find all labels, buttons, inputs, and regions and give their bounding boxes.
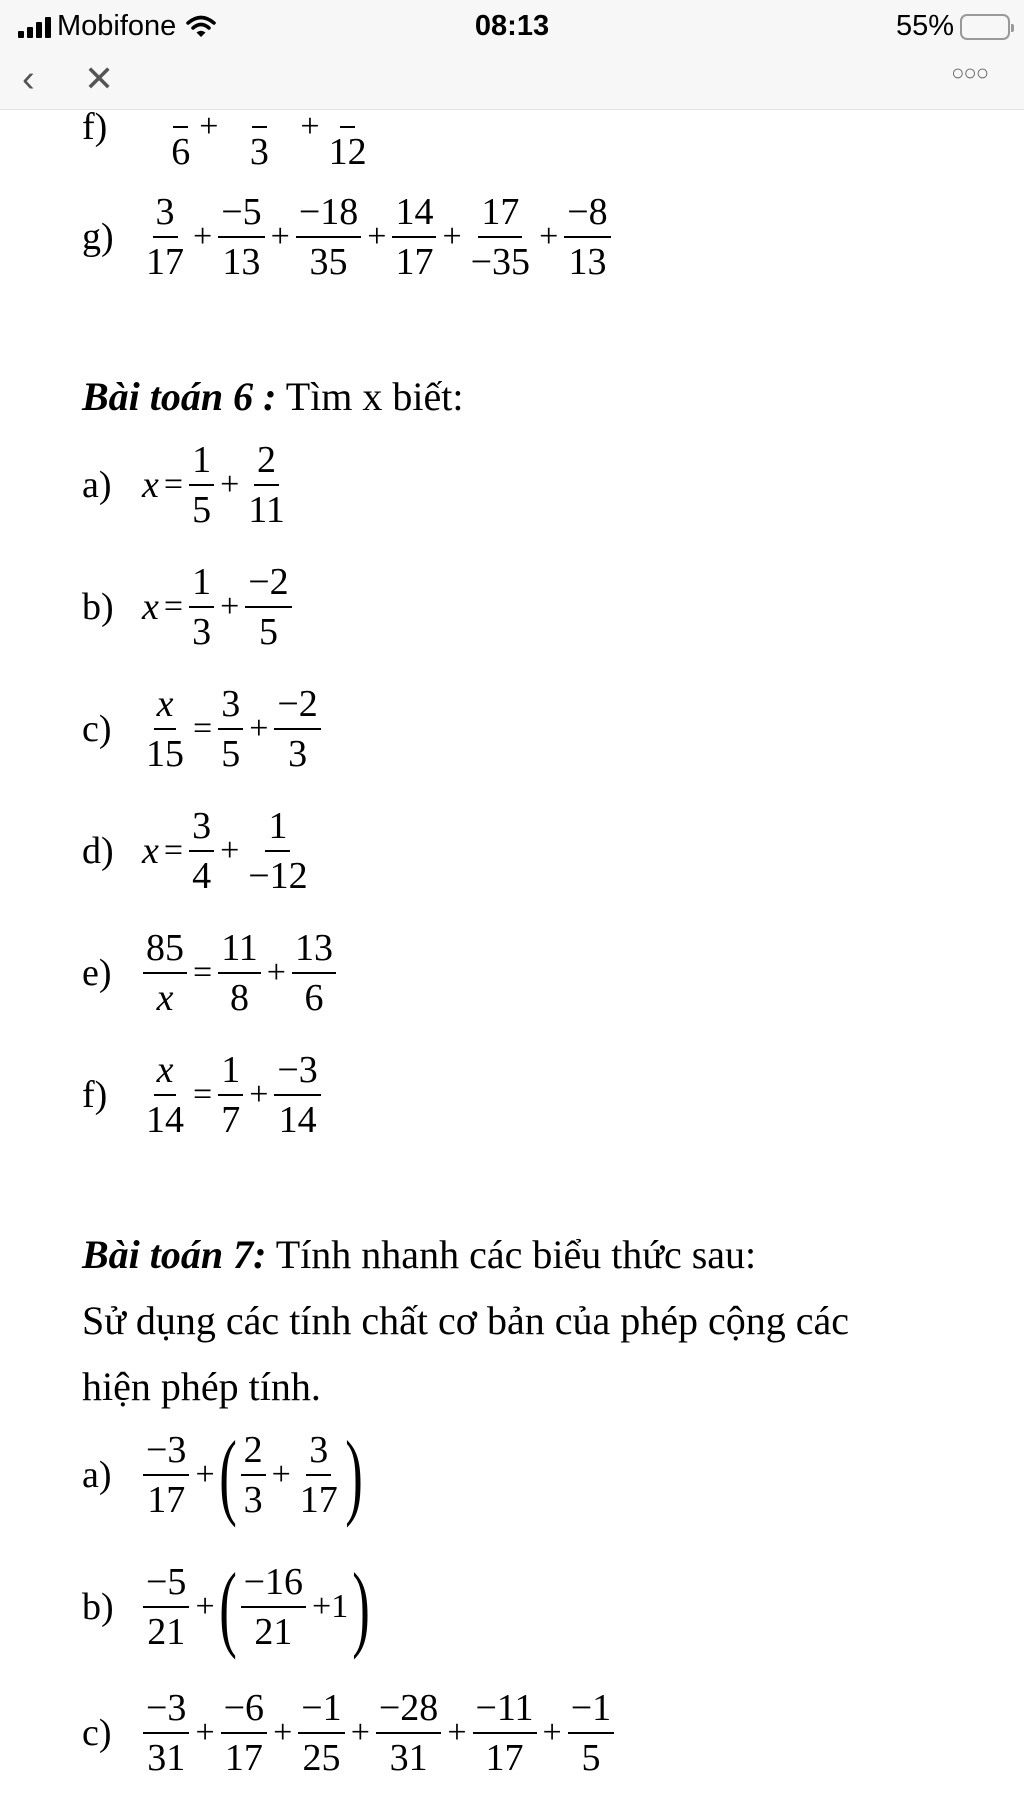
p5-f-row: f) 6 + 3 + 12	[82, 111, 373, 171]
fraction: $\frac{-1}{5}$	[568, 1689, 614, 1777]
item-label: d)	[82, 830, 114, 872]
item-label: b)	[82, 586, 114, 628]
fraction: $\frac{-3}{17}$	[143, 1431, 189, 1519]
fraction: $\frac{3}{5}$	[218, 685, 243, 773]
fraction: 12	[326, 111, 370, 171]
fraction: $\frac{2}{3}$	[241, 1431, 266, 1519]
fraction: $\frac{-2}{5}$	[245, 563, 291, 651]
p7-b-row: b) $\frac{-5}{21}$ + ( $\frac{-16}{21}$ +1 )	[82, 1553, 370, 1660]
problem-7-title: Bài toán 7:	[82, 1232, 267, 1277]
fraction: $\frac{-3}{31}$	[143, 1689, 189, 1777]
fraction: $\frac{-8}{13}$	[564, 193, 610, 281]
p7-a-row: a) $\frac{-3}{17}$ + ( $\frac{2}{3}$ + $\frac{3}{17}$ )	[82, 1421, 363, 1528]
p5-g-row: g) $\frac{3}{17}$ + $\frac{-5}{13}$ + $\frac{-18}{35}$ + $\frac{14}{17}$ + $\frac{17}{-35}$ + $\frac{-8}{13}$	[82, 193, 614, 281]
fraction: $\frac{-5}{13}$	[218, 193, 264, 281]
fraction: $\frac{3}{4}$	[189, 807, 214, 895]
p6-b-row: b) x = $\frac{1}{3}$ + $\frac{-2}{5}$	[82, 563, 295, 651]
item-label: g)	[82, 216, 114, 258]
document-view[interactable]	[0, 111, 1024, 1820]
p6-e-row: e) $\frac{85}{x}$ = $\frac{11}{8}$ + $\frac{13}{6}$	[82, 929, 339, 1017]
fraction: $\frac{-3}{14}$	[274, 1051, 320, 1139]
fraction: $\frac{-1}{25}$	[298, 1689, 344, 1777]
status-right	[896, 10, 1010, 43]
problem-7-text: Tính nhanh các biểu thức sau:	[266, 1232, 757, 1277]
fraction: $\frac{-18}{35}$	[296, 193, 361, 281]
clock: 08:13	[474, 10, 550, 42]
item-label: f)	[82, 111, 108, 148]
fraction: $\frac{x}{14}$	[146, 1049, 184, 1141]
fraction: $\frac{3}{17}$	[146, 191, 184, 283]
problem-7-heading	[82, 1231, 756, 1278]
item-label: c)	[82, 708, 112, 750]
chevron-left-icon[interactable]: ‹	[22, 58, 35, 100]
p6-a-row: a) x = $\frac{1}{5}$ + $\frac{2}{11}$	[82, 441, 291, 529]
fraction: $\frac{1}{-12}$	[248, 805, 308, 897]
fraction: $\frac{-16}{21}$	[241, 1563, 306, 1651]
fraction: $\frac{x}{15}$	[146, 683, 184, 775]
p6-d-row: d) x = $\frac{3}{4}$ + $\frac{1}{-12}$	[82, 807, 314, 895]
item-label: e)	[82, 952, 112, 994]
item-label: a)	[82, 1454, 112, 1496]
item-label: b)	[82, 1586, 114, 1628]
fraction: $\frac{85}{x}$	[143, 929, 187, 1017]
plus-one: +1	[312, 1588, 349, 1625]
fraction: $\frac{-28}{31}$	[376, 1689, 441, 1777]
fraction: 3	[224, 111, 294, 171]
problem-6-heading	[82, 373, 464, 420]
fraction: 6	[168, 111, 193, 171]
battery-icon	[960, 14, 1010, 40]
right-paren: )	[352, 1553, 370, 1660]
p6-c-row: c) $\frac{x}{15}$ = $\frac{3}{5}$ + $\frac{-2}{3}$	[82, 685, 324, 773]
fraction: $\frac{-2}{3}$	[274, 685, 320, 773]
fraction: $\frac{11}{8}$	[218, 929, 261, 1017]
item-label: c)	[82, 1712, 112, 1754]
p7-c-row: c) $\frac{-3}{31}$ + $\frac{-6}{17}$ + $\frac{-1}{25}$ + $\frac{-28}{31}$ + $\frac{-11}{17}$ + $\frac{-1}{5}$	[82, 1689, 617, 1777]
problem-6-text: Tìm x biết:	[276, 374, 464, 419]
nav-bar	[0, 52, 1024, 110]
fraction: $\frac{1}{3}$	[189, 563, 214, 651]
fraction: $\frac{-5}{21}$	[143, 1563, 189, 1651]
left-paren: (	[218, 1421, 237, 1528]
right-paren: )	[344, 1421, 363, 1528]
fraction: $\frac{17}{-35}$	[470, 191, 531, 283]
problem-7-desc-line1: Sử dụng các tính chất cơ bản của phép cộng các	[82, 1298, 849, 1343]
fraction: $\frac{2}{11}$	[248, 439, 285, 531]
status-bar	[0, 0, 1024, 52]
fraction: $\frac{1}{5}$	[189, 441, 214, 529]
battery-percent: 55%	[895, 10, 954, 42]
problem-7-desc-line2: hiện phép tính.	[82, 1364, 321, 1409]
fraction: $\frac{14}{17}$	[392, 193, 436, 281]
fraction: $\frac{3}{17}$	[299, 1429, 338, 1521]
close-icon[interactable]: ✕	[84, 58, 115, 99]
carrier-label: Mobifone	[57, 10, 177, 42]
left-paren: (	[218, 1553, 237, 1660]
item-label: f)	[82, 1074, 108, 1116]
fraction: $\frac{-11}{17}$	[473, 1689, 537, 1777]
item-label: a)	[82, 464, 112, 506]
more-icon[interactable]: ○○○	[951, 60, 988, 85]
p6-f-row: f) $\frac{x}{14}$ = $\frac{1}{7}$ + $\frac{-3}{14}$	[82, 1051, 324, 1139]
fraction: $\frac{-6}{17}$	[221, 1689, 267, 1777]
fraction: $\frac{1}{7}$	[218, 1051, 243, 1139]
fraction: $\frac{13}{6}$	[292, 929, 336, 1017]
problem-6-title: Bài toán 6 :	[82, 374, 277, 419]
